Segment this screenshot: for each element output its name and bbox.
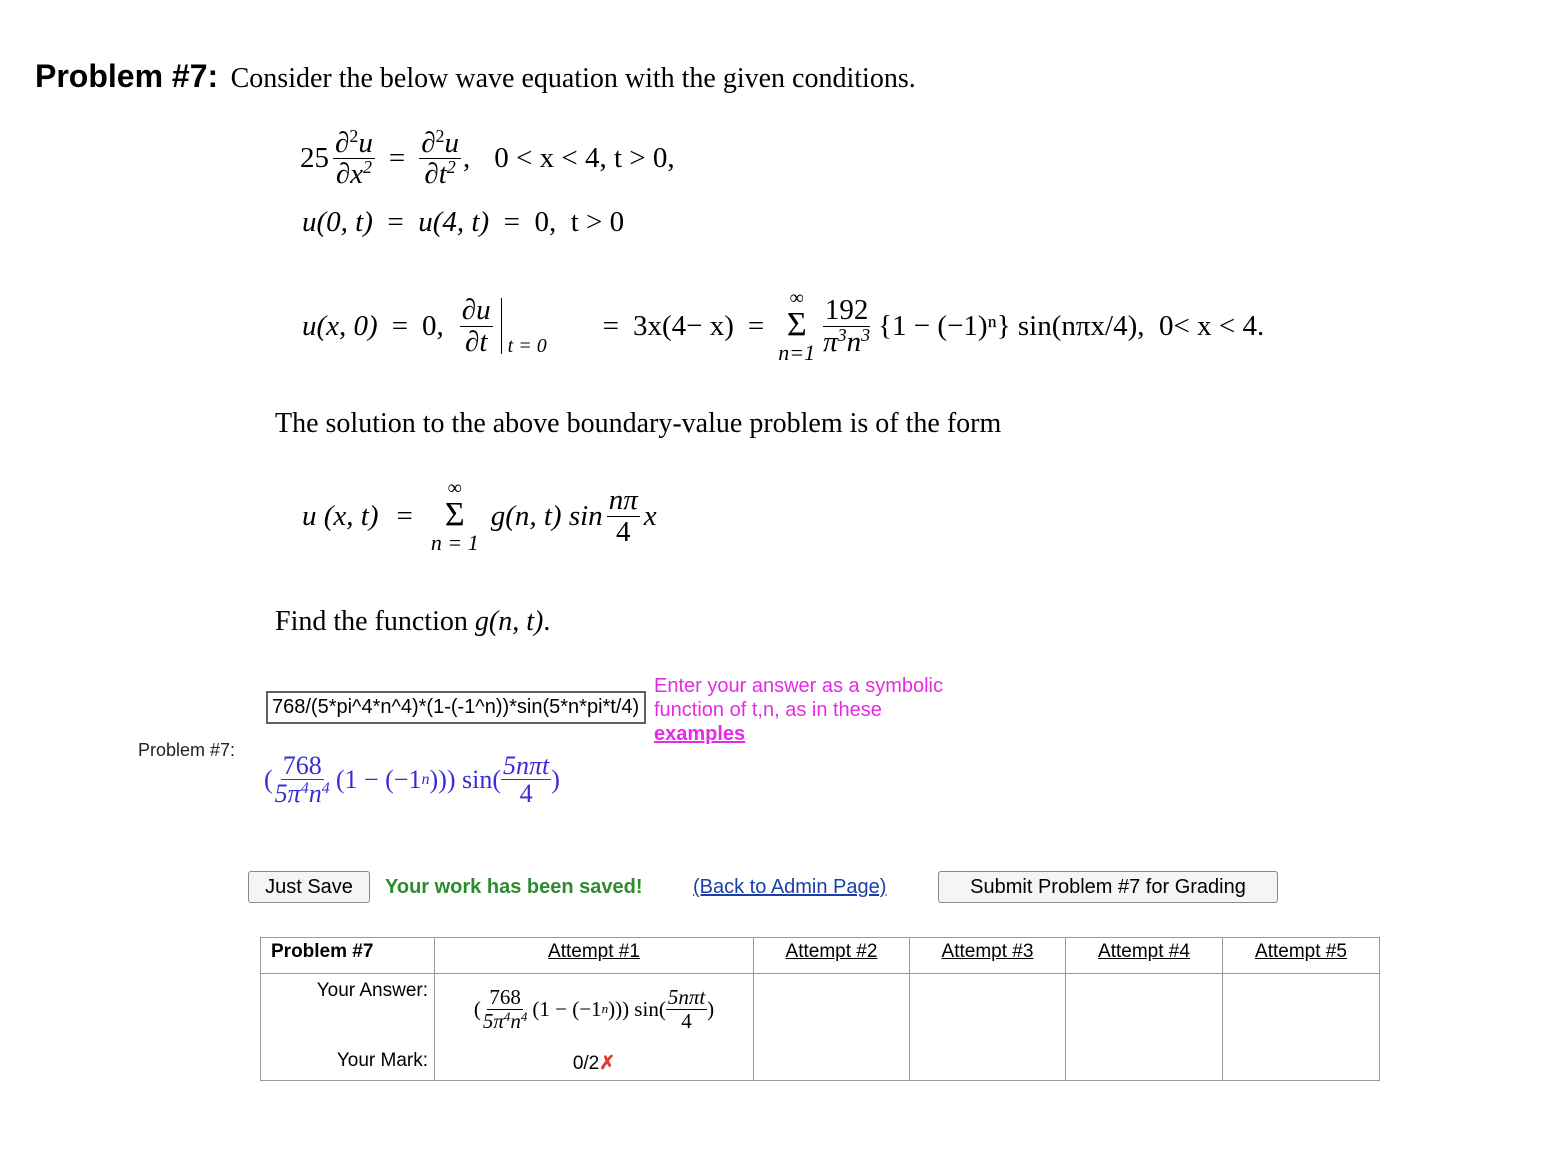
solution-intro: The solution to the above boundary-value problem is of the form xyxy=(275,408,1002,439)
answer-input[interactable] xyxy=(266,691,646,724)
your-answer-label: Your Answer: xyxy=(316,980,428,1001)
find-instruction: Find the function g(n, t). xyxy=(275,606,551,637)
examples-link[interactable]: examples xyxy=(654,723,746,745)
attempt-2-link[interactable]: Attempt #2 xyxy=(785,941,878,962)
boundary-conditions: u(0, t) = u(4, t) = 0, t > 0 xyxy=(302,206,625,238)
solution-form: u (x, t) = ∞ Σ n = 1 g(n, t) sin $\frac{n\pi}{4}$ x xyxy=(302,477,657,555)
attempt-4-link[interactable]: Attempt #4 xyxy=(1098,941,1190,962)
attempt-1-answer-preview: ( $\frac{768}{5\pi^4n^4}$ (1 − (−1 n ))) sin( $\frac{\text{5nπt}}{4}$ ) xyxy=(473,985,715,1033)
problem-intro: Consider the below wave equation with the given conditions. xyxy=(230,63,916,94)
attempt-2-cell xyxy=(754,974,910,1081)
attempt-2-header xyxy=(754,938,910,974)
back-to-admin-link[interactable]: (Back to Admin Page) xyxy=(693,876,887,898)
your-mark-label: Your Mark: xyxy=(336,1050,428,1071)
attempt-1-cell xyxy=(435,974,754,1081)
saved-message: Your work has been saved! xyxy=(385,876,643,898)
pde-domain: 0 < x < 4, t > 0, xyxy=(494,142,675,175)
answer-preview: ( $\frac{768}{5\pi^4n^4}$ (1 − (−1 n ))) sin( $\frac{\text{5nπt}}{4}$ ) xyxy=(264,751,560,809)
submit-for-grading-button[interactable]: Submit Problem #7 for Grading xyxy=(938,871,1278,903)
attempt-3-link[interactable]: Attempt #3 xyxy=(941,941,1034,962)
attempts-problem-header: Problem #7 xyxy=(261,938,435,974)
attempt-1-mark: 0/2✗ xyxy=(572,1053,616,1074)
attempt-5-cell xyxy=(1223,974,1380,1081)
attempts-header-row xyxy=(261,938,1380,974)
answer-help: Enter your answer as a symbolic function of t,n, as in these examples xyxy=(654,675,944,745)
pde-equation: 25 $\frac{\partial^2u}{\partial x^2}$ = $\frac{\partial^2u}{\partial t^2}$ , 0 < x < 4, t > 0, xyxy=(300,126,675,191)
pde-coef: 25 xyxy=(300,142,329,175)
attempt-4-header xyxy=(1066,938,1223,974)
problem-title xyxy=(35,58,916,95)
attempt-3-cell xyxy=(910,974,1066,1081)
attempt-1-link[interactable]: Attempt #1 xyxy=(548,941,640,962)
attempt-4-cell xyxy=(1066,974,1223,1081)
ic-derivative-fraction: $\frac{\partial u}{\partial t}$ xyxy=(461,294,491,358)
just-save-button[interactable]: Just Save xyxy=(248,871,370,903)
solution-sum: ∞ Σ n = 1 xyxy=(430,477,479,555)
initial-conditions: u(x, 0) = 0, $\frac{\partial u}{\partial t}$ t = 0 = 3x(4− x) = ∞ Σ n=1 $\frac{192}{\pi^3n^3}$ {1 − (−1)ⁿ} sin(nπx/4), 0< x < 4. xyxy=(302,287,1265,365)
attempt-5-link[interactable]: Attempt #5 xyxy=(1255,941,1347,962)
pde-rhs-fraction: $\frac{\partial^2u}{\partial t^2}$ xyxy=(421,126,460,191)
attempt-3-header xyxy=(910,938,1066,974)
attempts-table xyxy=(260,937,1380,1081)
problem-label: Problem #7: xyxy=(35,58,219,94)
your-answer-row xyxy=(261,974,1380,1081)
side-problem-label: Problem #7: xyxy=(138,740,236,760)
ic-series-coef: $\frac{192}{\pi^3n^3}$ xyxy=(823,294,871,358)
incorrect-icon: ✗ xyxy=(599,1053,616,1074)
attempt-1-header xyxy=(435,938,754,974)
attempt-5-header xyxy=(1223,938,1380,974)
ic-series-sum: ∞ Σ n=1 xyxy=(778,287,816,365)
pde-lhs-fraction: $\frac{\partial^2u}{\partial x^2}$ xyxy=(335,126,373,191)
